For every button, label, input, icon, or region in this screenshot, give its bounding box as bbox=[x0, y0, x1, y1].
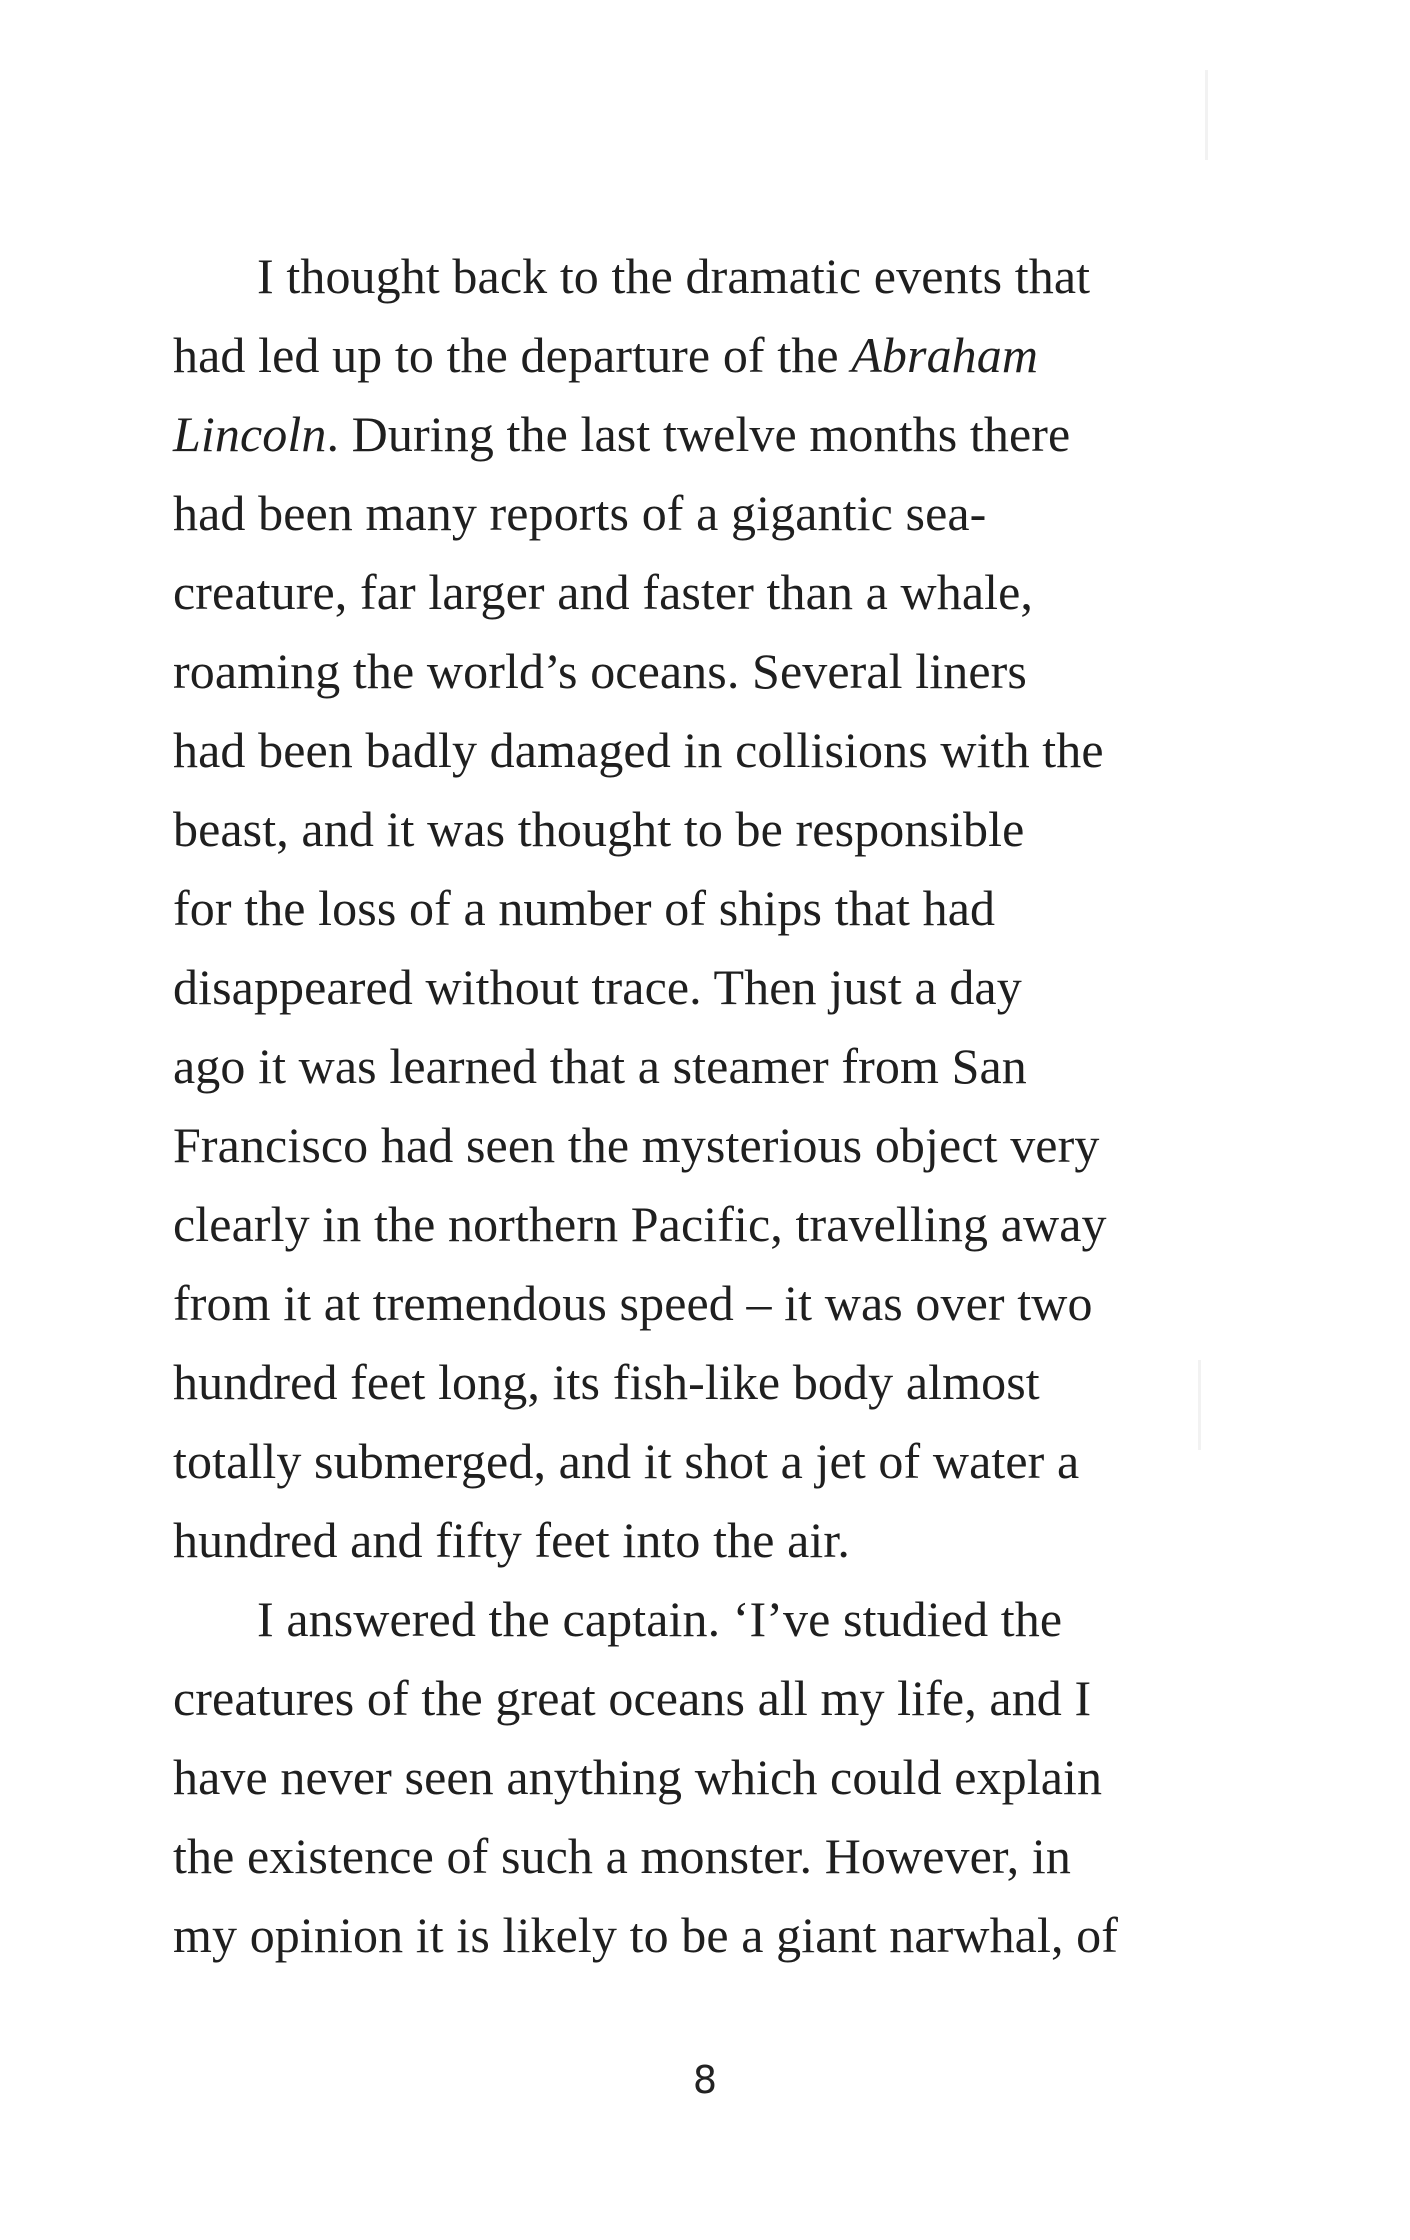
text-line bbox=[173, 1580, 1293, 1659]
text-line bbox=[173, 948, 1293, 1027]
text-segment: clearly in the northern Pacific, travelling away bbox=[173, 1196, 1107, 1252]
text-segment: ago it was learned that a steamer from San bbox=[173, 1038, 1027, 1094]
text-line bbox=[173, 395, 1293, 474]
text-line bbox=[173, 1264, 1293, 1343]
text-line bbox=[173, 553, 1293, 632]
text-line bbox=[173, 1659, 1293, 1738]
text-segment: creature, far larger and faster than a whale, bbox=[173, 564, 1034, 620]
text-segment: totally submerged, and it shot a jet of water a bbox=[173, 1433, 1080, 1489]
text-segment: from it at tremendous speed – it was over two bbox=[173, 1275, 1093, 1331]
text-segment: have never seen anything which could explain bbox=[173, 1749, 1103, 1805]
text-line bbox=[173, 632, 1293, 711]
text-segment: I answered the captain. ‘I’ve studied the bbox=[257, 1591, 1063, 1647]
italic-text-segment: Lincoln bbox=[173, 406, 327, 462]
text-line bbox=[173, 1738, 1293, 1817]
text-line bbox=[173, 711, 1293, 790]
text-line bbox=[173, 790, 1293, 869]
text-segment: Francisco had seen the mysterious object very bbox=[173, 1117, 1100, 1173]
text-segment: for the loss of a number of ships that had bbox=[173, 880, 996, 936]
text-line bbox=[173, 1817, 1293, 1896]
text-segment: . During the last twelve months there bbox=[326, 406, 1071, 462]
text-line bbox=[173, 1501, 1293, 1580]
text-segment: the existence of such a monster. However, in bbox=[173, 1828, 1071, 1884]
page-number: 8 bbox=[692, 2058, 718, 2102]
text-segment: I thought back to the dramatic events that bbox=[257, 248, 1091, 304]
italic-text-segment: Abraham bbox=[851, 327, 1039, 383]
text-line bbox=[173, 1422, 1293, 1501]
text-line bbox=[173, 237, 1293, 316]
text-line bbox=[173, 1185, 1293, 1264]
text-line bbox=[173, 869, 1293, 948]
text-line bbox=[173, 1896, 1293, 1975]
text-segment: had been badly damaged in collisions with the bbox=[173, 722, 1104, 778]
text-segment: roaming the world’s oceans. Several liners bbox=[173, 643, 1027, 699]
text-line bbox=[173, 316, 1293, 395]
text-segment: creatures of the great oceans all my life, and I bbox=[173, 1670, 1092, 1726]
text-segment: had led up to the departure of the bbox=[173, 327, 852, 383]
text-segment: had been many reports of a gigantic sea- bbox=[173, 485, 987, 541]
text-line bbox=[173, 474, 1293, 553]
text-segment: my opinion it is likely to be a giant narwhal, of bbox=[173, 1907, 1119, 1963]
text-segment: disappeared without trace. Then just a day bbox=[173, 959, 1022, 1015]
text-segment: hundred feet long, its fish-like body almost bbox=[173, 1354, 1040, 1410]
text-line bbox=[173, 1027, 1293, 1106]
text-segment: beast, and it was thought to be responsible bbox=[173, 801, 1025, 857]
body-text bbox=[173, 237, 1293, 1975]
text-line bbox=[173, 1343, 1293, 1422]
scan-edge-mark-top bbox=[1205, 70, 1208, 160]
text-line bbox=[173, 1106, 1293, 1185]
text-segment: hundred and fifty feet into the air. bbox=[173, 1512, 850, 1568]
